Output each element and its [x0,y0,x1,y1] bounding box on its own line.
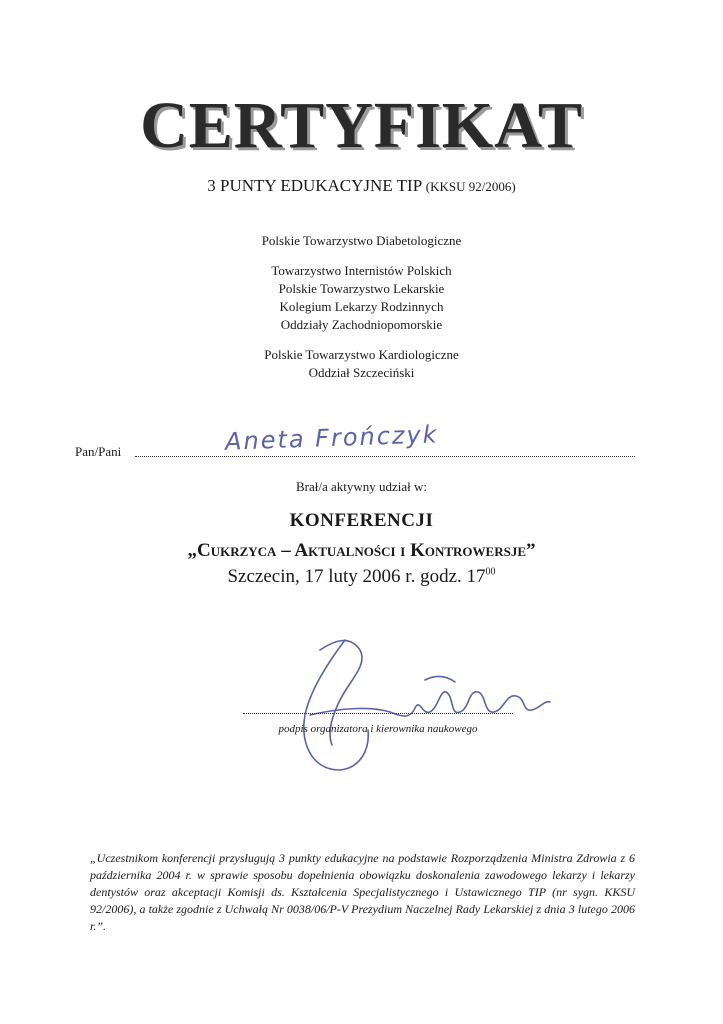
conference-place-date [0,566,723,588]
conference-heading: KONFERENCJI [289,510,434,531]
org-line: Oddziały Zachodniopomorskie [280,317,443,332]
subtitle-code: (KKSU 92/2006) [425,179,516,194]
signature-dotted-line [243,713,513,714]
participant-name-handwritten: Aneta Frończyk [224,420,440,456]
org-group-3 [0,346,723,382]
org-line: Kolegium Lekarzy Rodzinnych [279,299,444,314]
participant-label: Pan/Pani [75,444,122,459]
legal-footnote: „Uczestnikom konferencji przysługują 3 punkty edukacyjne na podstawie Rozporządzenia Ministra Zdrowia z 6 października 2004 r. w sprawie sposobu dopełnienia obowiązku doskonalenia zawodowego lekarzy i lekarzy dentystów oraz akceptacji Komisji ds. Kształcenia Specjalistycznego i Ustawicznego TIP (nr sygn. KKSU 92/2006), a także zgodnie z Uchwałą Nr 0038/06/P-V Prezydium Naczelnej Rady Lekarskiej z dnia 3 lutego 2006 r.”. [90,851,635,933]
org-line: Polskie Towarzystwo Lekarskie [278,281,445,296]
org-line: Polskie Towarzystwo Diabetologiczne [261,233,462,248]
subtitle-text: 3 PUNTY EDUKACYJNE TIP [207,176,422,195]
org-group-1 [0,232,723,250]
signature-caption: podpis organizatora i kierownika naukowego [278,723,478,735]
org-group-2 [0,262,723,334]
org-line: Towarzystwo Internistów Polskich [271,263,452,278]
time-superscript: 00 [485,566,496,578]
org-line: Polskie Towarzystwo Kardiologiczne [264,347,459,362]
participation-intro: Brał/a aktywny udział w: [295,479,428,494]
conference-name: „Cukrzyca – Aktualności i Kontrowersje” [187,540,536,561]
org-line: Oddział Szczeciński [308,365,415,380]
organizer-signature-image [250,620,560,780]
participant-row [75,420,635,462]
certificate-subtitle [0,176,723,196]
place-date-text: Szczecin, 17 luty 2006 r. godz. 17 [227,566,486,587]
participant-dotted-line [135,456,635,457]
certificate-title: CERTYFIKAT [140,89,583,162]
organizations [0,232,723,394]
